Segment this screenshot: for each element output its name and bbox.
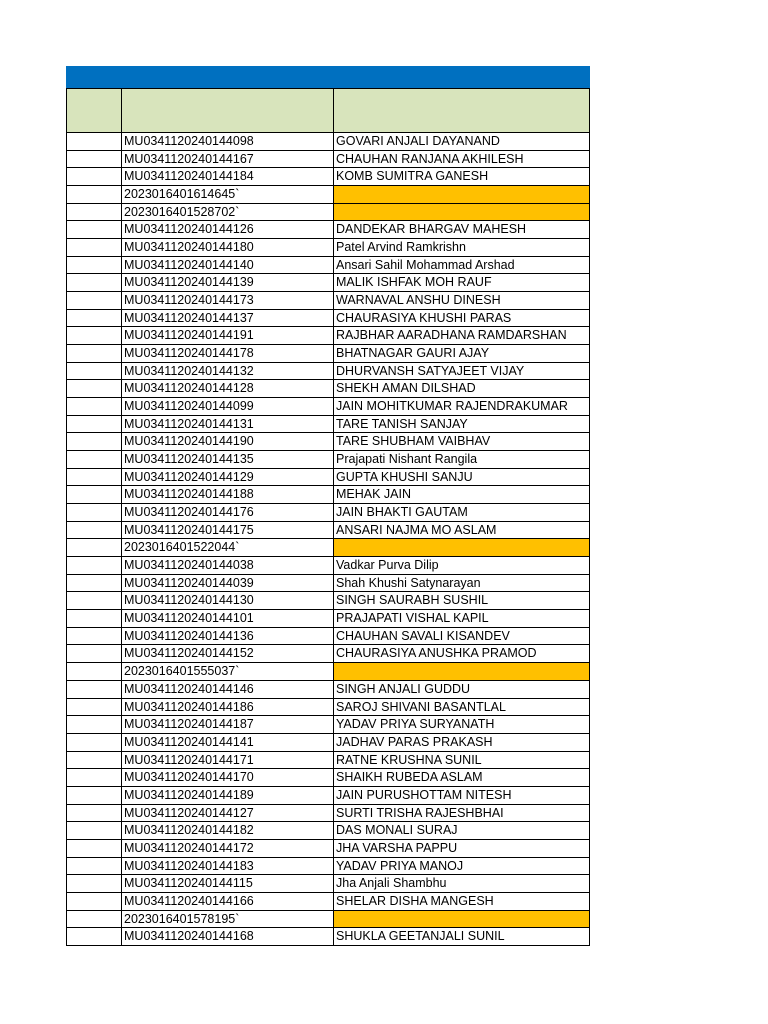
row-first-cell <box>66 151 122 168</box>
row-first-cell <box>66 893 122 910</box>
table-row <box>66 204 590 222</box>
name-cell: DANDEKAR BHARGAV MAHESH <box>334 221 590 238</box>
name-cell: Prajapati Nishant Rangila <box>334 451 590 468</box>
name-cell-highlighted <box>334 663 590 680</box>
name-cell: YADAV PRIYA SURYANATH <box>334 716 590 733</box>
name-cell: JAIN MOHITKUMAR RAJENDRAKUMAR <box>334 398 590 415</box>
table-row <box>66 928 590 946</box>
table-row <box>66 186 590 204</box>
id-cell: MU0341120240144167 <box>122 151 334 168</box>
name-cell: TARE TANISH SANJAY <box>334 416 590 433</box>
id-cell: MU0341120240144166 <box>122 893 334 910</box>
id-cell: MU0341120240144189 <box>122 787 334 804</box>
name-cell: SINGH ANJALI GUDDU <box>334 681 590 698</box>
id-cell: MU0341120240144152 <box>122 645 334 662</box>
id-cell: MU0341120240144176 <box>122 504 334 521</box>
row-first-cell <box>66 557 122 574</box>
id-cell: MU0341120240144182 <box>122 822 334 839</box>
table-row <box>66 469 590 487</box>
name-cell: CHAURASIYA KHUSHI PARAS <box>334 310 590 327</box>
name-cell: SAROJ SHIVANI BASANTLAL <box>334 699 590 716</box>
table-row <box>66 840 590 858</box>
table-row <box>66 663 590 681</box>
row-first-cell <box>66 716 122 733</box>
id-cell: MU0341120240144186 <box>122 699 334 716</box>
name-cell: CHAUHAN SAVALI KISANDEV <box>334 628 590 645</box>
id-cell: MU0341120240144098 <box>122 133 334 150</box>
table-row <box>66 699 590 717</box>
id-cell: MU0341120240144130 <box>122 592 334 609</box>
name-cell: DHURVANSH SATYAJEET VIJAY <box>334 363 590 380</box>
row-first-cell <box>66 451 122 468</box>
name-cell: CHAUHAN RANJANA AKHILESH <box>334 151 590 168</box>
name-cell: YADAV PRIYA MANOJ <box>334 858 590 875</box>
name-cell: JAIN PURUSHOTTAM NITESH <box>334 787 590 804</box>
spreadsheet-table <box>66 66 590 946</box>
id-cell: 2023016401614645` <box>122 186 334 203</box>
name-cell: MEHAK JAIN <box>334 486 590 503</box>
id-cell: MU0341120240144132 <box>122 363 334 380</box>
table-row <box>66 345 590 363</box>
table-row <box>66 893 590 911</box>
row-first-cell <box>66 752 122 769</box>
id-cell: MU0341120240144187 <box>122 716 334 733</box>
table-row <box>66 734 590 752</box>
name-cell: Vadkar Purva Dilip <box>334 557 590 574</box>
row-first-cell <box>66 133 122 150</box>
name-cell: SINGH SAURABH SUSHIL <box>334 592 590 609</box>
row-first-cell <box>66 840 122 857</box>
id-cell: MU0341120240144141 <box>122 734 334 751</box>
table-row <box>66 151 590 169</box>
row-first-cell <box>66 875 122 892</box>
id-cell: MU0341120240144131 <box>122 416 334 433</box>
table-row <box>66 398 590 416</box>
name-cell: JHA VARSHA PAPPU <box>334 840 590 857</box>
header-cell-id <box>122 89 334 132</box>
id-cell: MU0341120240144171 <box>122 752 334 769</box>
table-row <box>66 575 590 593</box>
id-cell: MU0341120240144039 <box>122 575 334 592</box>
id-cell: 2023016401528702` <box>122 204 334 221</box>
name-cell-highlighted <box>334 186 590 203</box>
row-first-cell <box>66 769 122 786</box>
row-first-cell <box>66 204 122 221</box>
row-first-cell <box>66 486 122 503</box>
name-cell: SURTI TRISHA RAJESHBHAI <box>334 805 590 822</box>
name-cell: MALIK ISHFAK MOH RAUF <box>334 274 590 291</box>
id-cell: 2023016401522044` <box>122 539 334 556</box>
row-first-cell <box>66 805 122 822</box>
row-first-cell <box>66 257 122 274</box>
id-cell: MU0341120240144183 <box>122 858 334 875</box>
name-cell: PRAJAPATI VISHAL KAPIL <box>334 610 590 627</box>
table-row <box>66 592 590 610</box>
row-first-cell <box>66 592 122 609</box>
table-row <box>66 752 590 770</box>
name-cell: WARNAVAL ANSHU DINESH <box>334 292 590 309</box>
row-first-cell <box>66 310 122 327</box>
row-first-cell <box>66 398 122 415</box>
id-cell: MU0341120240144136 <box>122 628 334 645</box>
table-row <box>66 610 590 628</box>
name-cell: ANSARI NAJMA MO ASLAM <box>334 522 590 539</box>
row-first-cell <box>66 327 122 344</box>
id-cell: MU0341120240144146 <box>122 681 334 698</box>
name-cell: TARE SHUBHAM VAIBHAV <box>334 433 590 450</box>
row-first-cell <box>66 858 122 875</box>
id-cell: MU0341120240144173 <box>122 292 334 309</box>
row-first-cell <box>66 345 122 362</box>
name-cell: Shah Khushi Satynarayan <box>334 575 590 592</box>
table-row <box>66 221 590 239</box>
table-row <box>66 787 590 805</box>
row-first-cell <box>66 539 122 556</box>
table-row <box>66 681 590 699</box>
row-first-cell <box>66 787 122 804</box>
table-row <box>66 539 590 557</box>
table-row <box>66 769 590 787</box>
id-cell: MU0341120240144038 <box>122 557 334 574</box>
name-cell: DAS MONALI SURAJ <box>334 822 590 839</box>
id-cell: MU0341120240144184 <box>122 168 334 185</box>
id-cell: MU0341120240144178 <box>122 345 334 362</box>
table-row <box>66 380 590 398</box>
row-first-cell <box>66 681 122 698</box>
id-cell: MU0341120240144137 <box>122 310 334 327</box>
id-cell: MU0341120240144168 <box>122 928 334 945</box>
table-row <box>66 451 590 469</box>
name-cell: SHUKLA GEETANJALI SUNIL <box>334 928 590 945</box>
row-first-cell <box>66 734 122 751</box>
name-cell: RATNE KRUSHNA SUNIL <box>334 752 590 769</box>
table-row <box>66 310 590 328</box>
row-first-cell <box>66 911 122 928</box>
id-cell: MU0341120240144175 <box>122 522 334 539</box>
row-first-cell <box>66 416 122 433</box>
id-cell: MU0341120240144190 <box>122 433 334 450</box>
table-row <box>66 504 590 522</box>
id-cell: MU0341120240144126 <box>122 221 334 238</box>
row-first-cell <box>66 522 122 539</box>
row-first-cell <box>66 504 122 521</box>
table-row <box>66 292 590 310</box>
row-first-cell <box>66 363 122 380</box>
name-cell: JAIN BHAKTI GAUTAM <box>334 504 590 521</box>
id-cell: MU0341120240144101 <box>122 610 334 627</box>
name-cell-highlighted <box>334 911 590 928</box>
id-cell: MU0341120240144139 <box>122 274 334 291</box>
table-row <box>66 557 590 575</box>
row-first-cell <box>66 274 122 291</box>
row-first-cell <box>66 822 122 839</box>
table-row <box>66 911 590 929</box>
name-cell: Ansari Sahil Mohammad Arshad <box>334 257 590 274</box>
table-row <box>66 486 590 504</box>
id-cell: MU0341120240144172 <box>122 840 334 857</box>
table-row <box>66 168 590 186</box>
row-first-cell <box>66 239 122 256</box>
name-cell: GUPTA KHUSHI SANJU <box>334 469 590 486</box>
id-cell: MU0341120240144099 <box>122 398 334 415</box>
row-first-cell <box>66 928 122 945</box>
row-first-cell <box>66 469 122 486</box>
id-cell: MU0341120240144170 <box>122 769 334 786</box>
table-row <box>66 875 590 893</box>
name-cell: SHAIKH RUBEDA ASLAM <box>334 769 590 786</box>
id-cell: MU0341120240144188 <box>122 486 334 503</box>
row-first-cell <box>66 610 122 627</box>
id-cell: MU0341120240144129 <box>122 469 334 486</box>
table-body <box>66 133 590 946</box>
row-first-cell <box>66 575 122 592</box>
row-first-cell <box>66 221 122 238</box>
row-first-cell <box>66 663 122 680</box>
id-cell: MU0341120240144180 <box>122 239 334 256</box>
name-cell: KOMB SUMITRA GANESH <box>334 168 590 185</box>
title-bar <box>66 66 590 88</box>
table-row <box>66 628 590 646</box>
header-cell-name <box>334 89 590 132</box>
row-first-cell <box>66 380 122 397</box>
table-row <box>66 239 590 257</box>
id-cell: 2023016401578195` <box>122 911 334 928</box>
id-cell: MU0341120240144127 <box>122 805 334 822</box>
id-cell: MU0341120240144128 <box>122 380 334 397</box>
table-row <box>66 416 590 434</box>
name-cell: JADHAV PARAS PRAKASH <box>334 734 590 751</box>
name-cell: BHATNAGAR GAURI AJAY <box>334 345 590 362</box>
table-row <box>66 433 590 451</box>
id-cell: 2023016401555037` <box>122 663 334 680</box>
table-row <box>66 327 590 345</box>
row-first-cell <box>66 645 122 662</box>
table-row <box>66 645 590 663</box>
name-cell-highlighted <box>334 539 590 556</box>
name-cell: SHELAR DISHA MANGESH <box>334 893 590 910</box>
name-cell: GOVARI ANJALI DAYANAND <box>334 133 590 150</box>
name-cell: SHEKH AMAN DILSHAD <box>334 380 590 397</box>
name-cell: Patel Arvind Ramkrishn <box>334 239 590 256</box>
table-row <box>66 257 590 275</box>
row-first-cell <box>66 168 122 185</box>
table-row <box>66 858 590 876</box>
name-cell: Jha Anjali Shambhu <box>334 875 590 892</box>
row-first-cell <box>66 292 122 309</box>
table-row <box>66 805 590 823</box>
id-cell: MU0341120240144135 <box>122 451 334 468</box>
name-cell: CHAURASIYA ANUSHKA PRAMOD <box>334 645 590 662</box>
table-row <box>66 363 590 381</box>
header-cell-first <box>66 89 122 132</box>
id-cell: MU0341120240144140 <box>122 257 334 274</box>
table-row <box>66 716 590 734</box>
row-first-cell <box>66 433 122 450</box>
id-cell: MU0341120240144115 <box>122 875 334 892</box>
table-row <box>66 822 590 840</box>
name-cell: RAJBHAR AARADHANA RAMDARSHAN <box>334 327 590 344</box>
column-header-row <box>66 88 590 133</box>
table-row <box>66 274 590 292</box>
table-row <box>66 522 590 540</box>
row-first-cell <box>66 699 122 716</box>
row-first-cell <box>66 628 122 645</box>
name-cell-highlighted <box>334 204 590 221</box>
id-cell: MU0341120240144191 <box>122 327 334 344</box>
table-row <box>66 133 590 151</box>
row-first-cell <box>66 186 122 203</box>
